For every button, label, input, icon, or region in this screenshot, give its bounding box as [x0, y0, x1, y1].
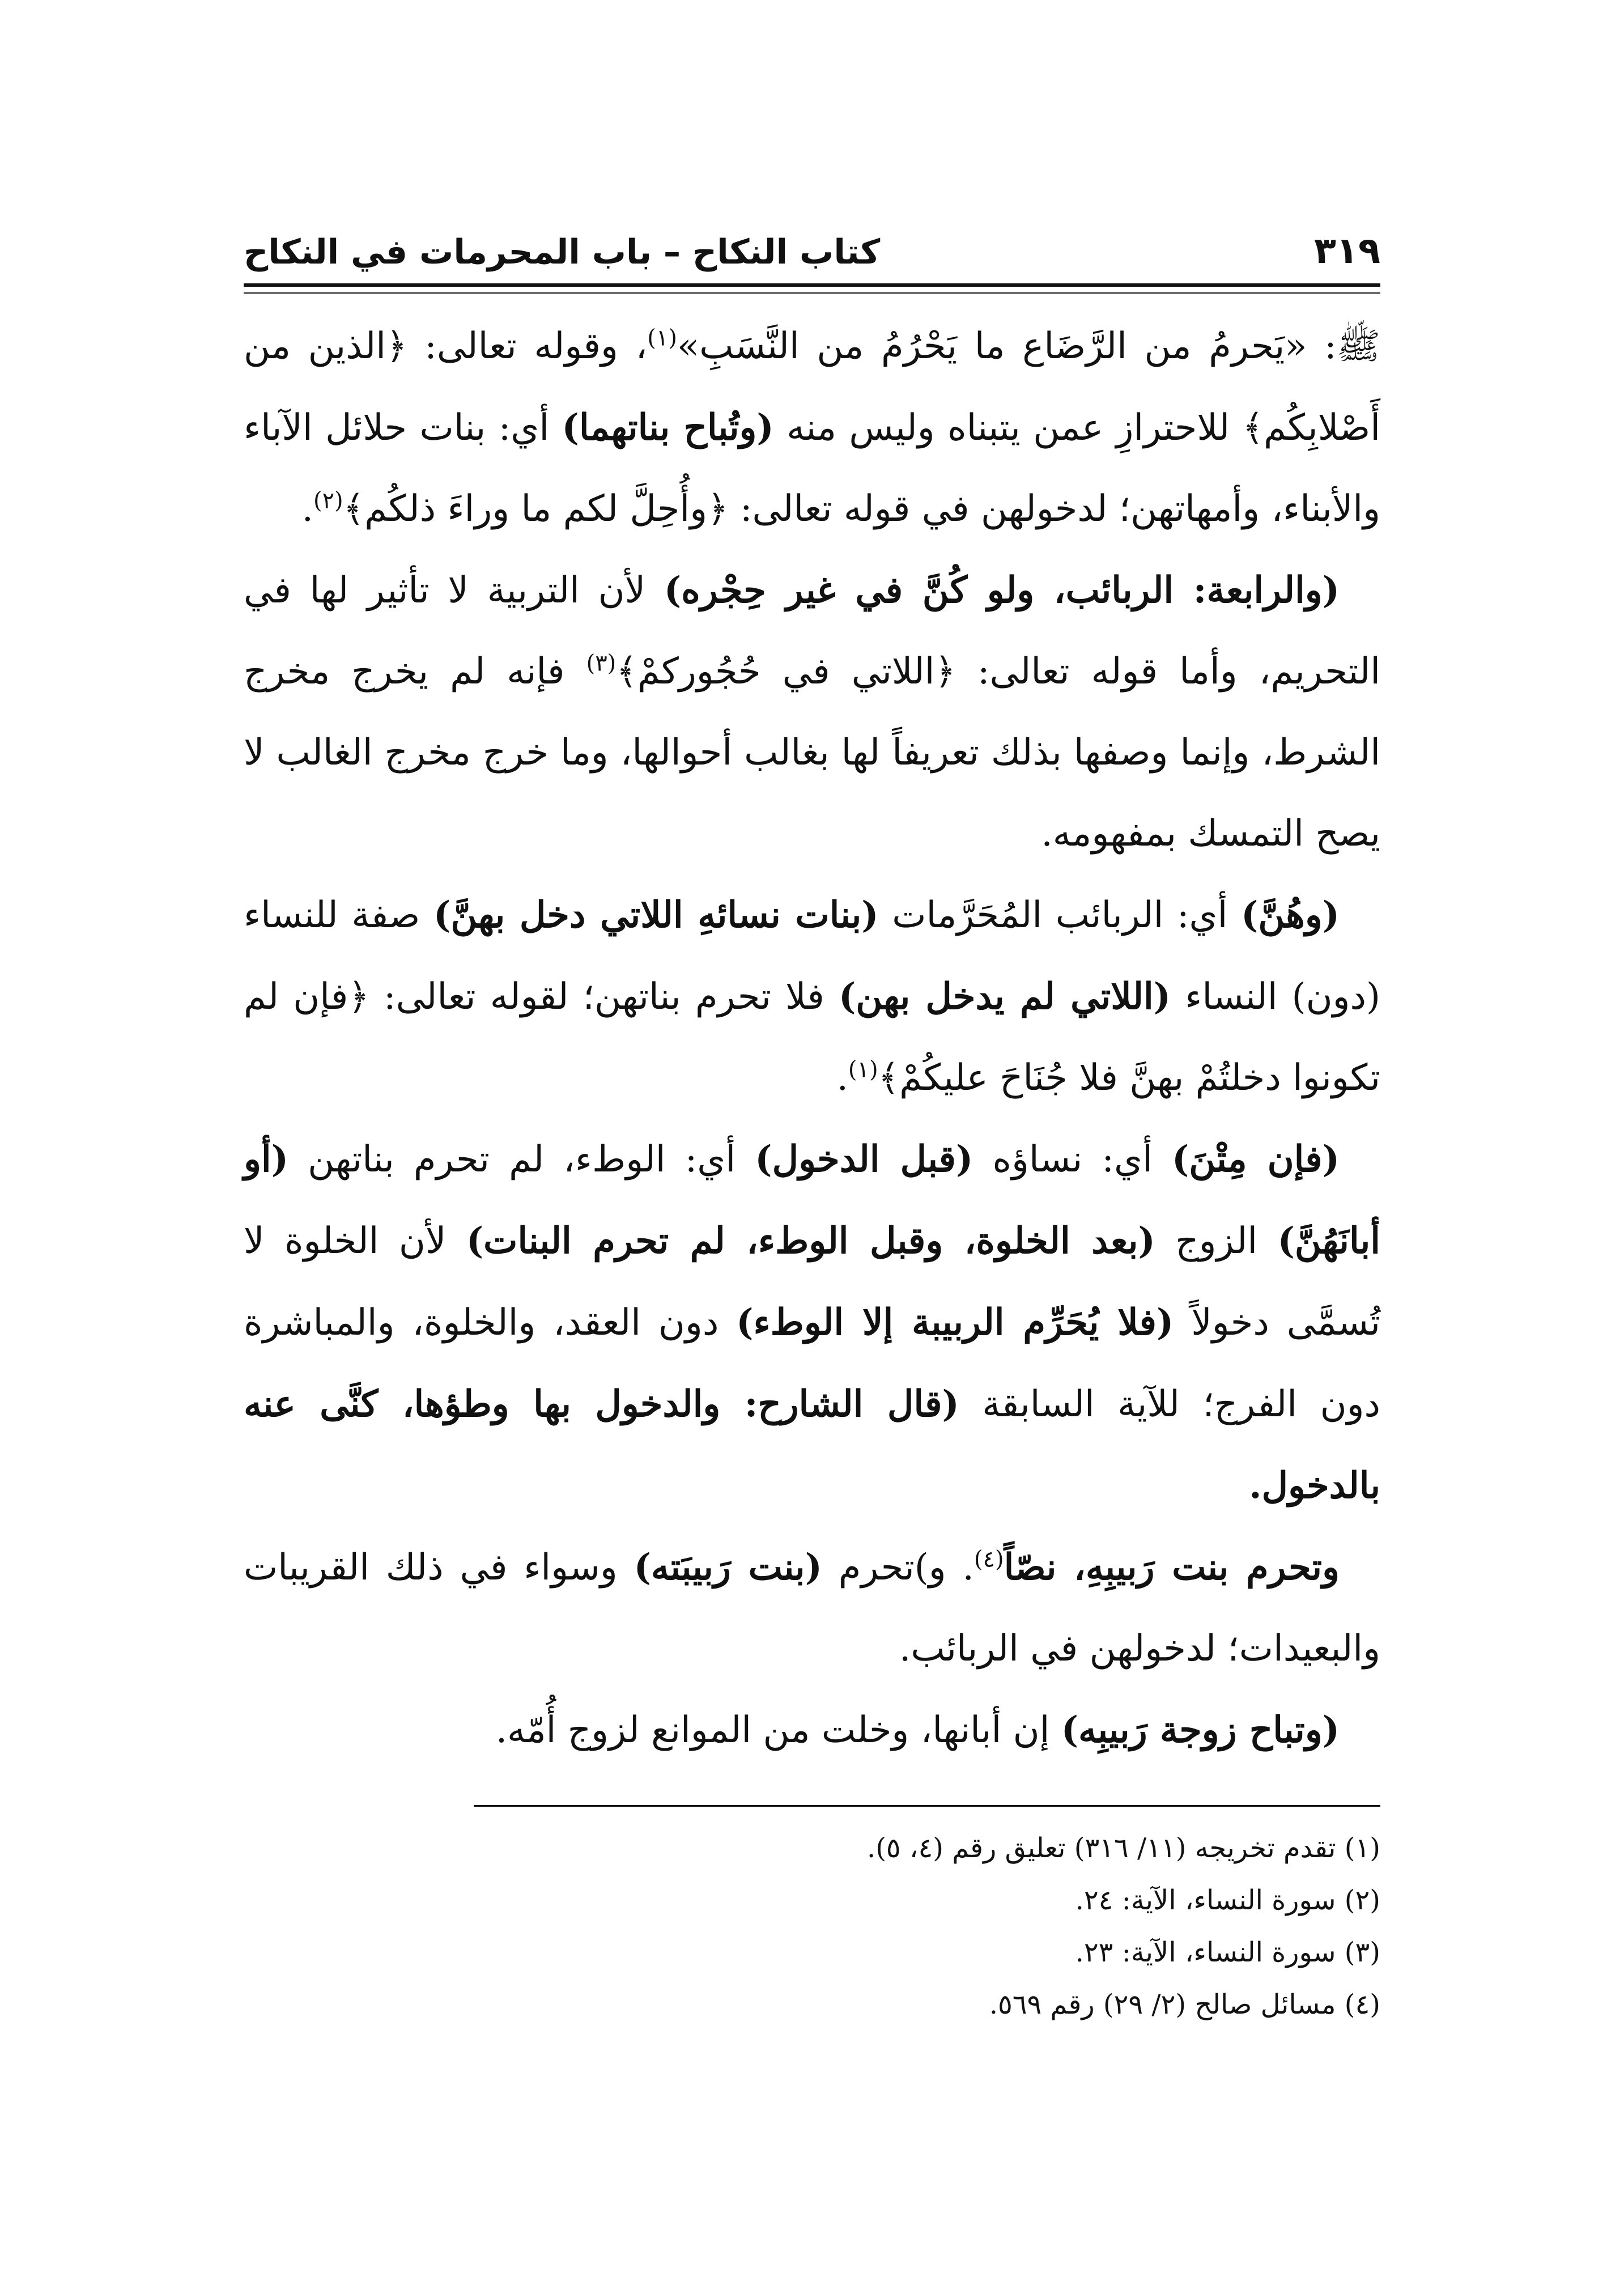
commentary-text: الزوج [1155, 1220, 1278, 1262]
commentary-text: أي: نساؤه [973, 1139, 1172, 1181]
footnote-4: (٤) مسائل صالح (٢/ ٢٩) رقم ٥٦٩. [989, 1989, 1380, 2020]
matn-text: (قال الشارح: والدخول بها وطؤها، كنَّى عنه بالدخول. [244, 1383, 1380, 1507]
footnote-rule [474, 1805, 1380, 1807]
commentary-text: لأن التربية لا تأثير لها في التحريم، وأما قوله تعالى: ﴿اللاتي في حُجُوركمْ﴾ [244, 570, 1381, 693]
paragraph [244, 1689, 1380, 1771]
matn-text: (بنات نسائهِ اللاتي دخل بهنَّ) [433, 894, 879, 936]
commentary-text: أي: بنات حلائل الآباء والأبناء، وأمهاتهن؛ لدخولهن في قوله تعالى: ﴿وأُحِلَّ لكم ما وراءَ ذلكُم﴾ [244, 407, 1380, 530]
commentary-text: فإنه لم يخرج مخرج الشرط، وإنما وصفها بذلك تعريفاً لها بغالب أحوالها، وما خرج مخرج الغالب لا يصح التمسك بمفهومه. [244, 651, 1381, 855]
paragraph [244, 306, 1380, 550]
matn-text: (أو أبانَهُنَّ) [244, 1138, 1381, 1262]
commentary-text: ، وقوله تعالى: ﴿الذين من أَصْلابِكُم﴾ للاحترازِ عمن يتبناه وليس منه [244, 325, 1381, 449]
matn-text: (قبل الدخول) [755, 1138, 973, 1181]
body-text [244, 306, 1380, 1771]
footnote-3: (٣) سورة النساء، الآية: ٢٣. [1075, 1937, 1380, 1968]
commentary-text: . [301, 488, 313, 530]
commentary-text: إن أبانها، وخلت من الموانع لزوج أُمّه. [495, 1709, 1061, 1751]
commentary-text: ﷺ: «يَحرمُ من الرَّضَاع ما يَحْرُمُ من النَّسَبِ» [677, 325, 1381, 367]
footnote-2: (٢) سورة النساء، الآية: ٢٤. [1075, 1884, 1380, 1916]
paragraph [244, 1527, 1380, 1689]
commentary-text: أي: الربائب المُحَرَّمات [878, 894, 1242, 936]
matn-text: وتحرم بنت رَبيبِهِ، نصّاً [1004, 1546, 1340, 1589]
commentary-text: لأن الخلوة لا تُسمَّى دخولاً [244, 1220, 1381, 1344]
commentary-text: (دون) [1291, 976, 1381, 1018]
footnote-marker: (٣) [586, 650, 617, 677]
footnote-marker: (٢) [313, 487, 343, 514]
footnote-marker: (٤) [973, 1546, 1004, 1573]
matn-text: (وهُنَّ) [1241, 894, 1340, 936]
running-title: كتاب النكاح – باب المحرمات في النكاح [244, 232, 881, 272]
footnote-marker: (١) [647, 325, 677, 351]
matn-text: (والرابعة: الربائب، ولو كُنَّ في غير حِجْره) [664, 569, 1340, 612]
commentary-text: صفة للنساء [244, 894, 434, 936]
matn-text: (وتُباح بناتهما) [562, 406, 774, 449]
paragraph [244, 874, 1380, 1119]
footnotes [244, 1822, 1380, 2031]
matn-text: (بعد الخلوة، وقبل الوطء، لم تحرم البنات) [466, 1220, 1155, 1262]
commentary-text: . و)تحرم [822, 1547, 974, 1589]
page-header [244, 210, 1380, 272]
matn-text: (فإن مِتْنَ) [1172, 1138, 1340, 1181]
commentary-text: وسواء في ذلك القريبات والبعيدات؛ لدخولهن في الربائب. [244, 1547, 1380, 1670]
commentary-text: . [836, 1057, 848, 1099]
footnote-1: (١) تقدم تخريجه (١١/ ٣١٦) تعليق رقم (٤، ٥). [866, 1832, 1380, 1864]
paragraph [244, 550, 1380, 874]
page-number: ٣١٩ [1313, 230, 1380, 272]
footnote-marker: (١) [848, 1056, 878, 1083]
commentary-text: دون العقد، والخلوة، والمباشرة دون الفرج؛ للآية السابقة [244, 1302, 1381, 1425]
matn-text: (بنت رَبيبَته) [634, 1546, 822, 1589]
commentary-text: فلا تحرم بناتهن؛ لقوله تعالى: ﴿فإن لم تكونوا دخلتُمْ بهنَّ فلا جُنَاحَ عليكُمْ﴾ [244, 976, 1380, 1099]
header-rule [244, 283, 1380, 287]
matn-text: (وتباح زوجة رَبيبِه) [1061, 1709, 1340, 1751]
commentary-text: النساء [1171, 976, 1292, 1018]
paragraph [244, 1119, 1380, 1527]
commentary-text: أي: الوطء، لم تحرم بناتهن [288, 1139, 755, 1181]
matn-text: (فلا يُحَرِّم الربيبة إلا الوطء) [736, 1301, 1174, 1344]
matn-text: (اللاتي لم يدخل بهن) [839, 975, 1171, 1018]
